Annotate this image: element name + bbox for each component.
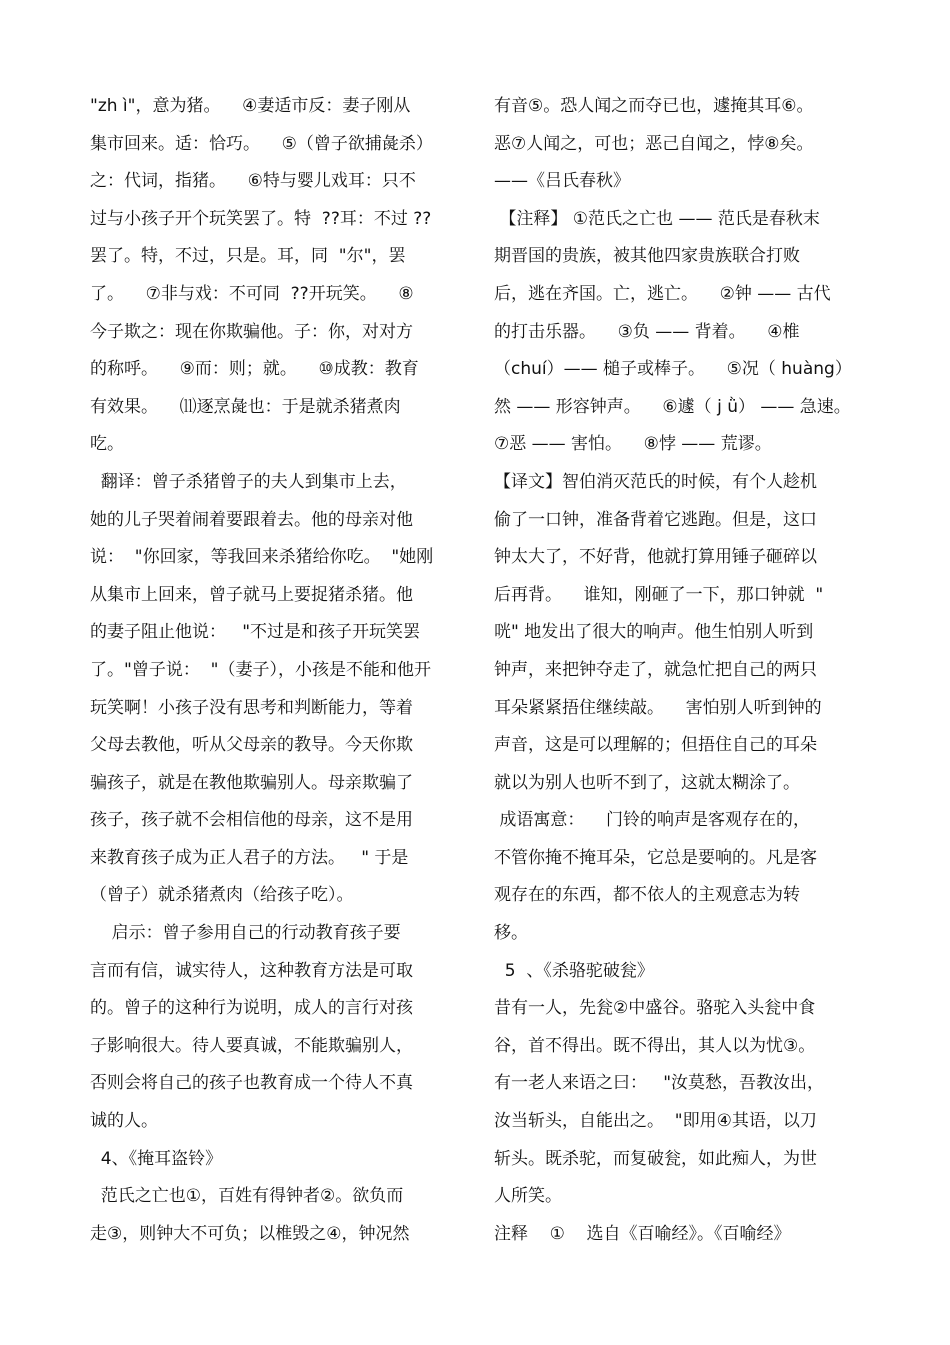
text-line: 从集市上回来，曾子就马上要捉猪杀猪。他 (90, 584, 413, 605)
text-line: 了。 ⑦非与戏：不可同 ??开玩笑。 ⑧ (90, 283, 414, 304)
text-line: 耳朵紧紧捂住继续敲。 害怕别人听到钟的 (494, 697, 822, 718)
text-line: 翻译：曾子杀猪曾子的夫人到集市上去， (90, 471, 407, 492)
text-line: 的打击乐器。 ③负 —— 背着。 ④椎 (494, 321, 800, 342)
text-line: 她的儿子哭着闹着要跟着去。他的母亲对他 (90, 509, 413, 530)
text-line: 的称呼。 ⑨而：则；就。 ⑩成教：教育 (90, 359, 419, 380)
text-line: 的。曾子的这种行为说明，成人的言行对孩 (90, 998, 413, 1019)
text-line: 父母去教他，听从父母亲的教导。今天你欺 (90, 735, 413, 756)
text-line: 偷了一口钟，准备背着它逃跑。但是，这口 (494, 509, 817, 530)
text-line: 期晋国的贵族，被其他四家贵族联合打败 (494, 246, 800, 267)
text-line: 启示：曾子参用自己的行动教育孩子要 (90, 923, 401, 944)
text-line: 有音⑤。恐人闻之而夺已也，遽掩其耳⑥。 (494, 96, 814, 116)
text-line: "zh ì"，意为猪。 ④妻适市反：妻子刚从 (90, 96, 411, 116)
text-line: 就以为别人也听不到了，这就太糊涂了。 (494, 772, 800, 793)
text-line: 4、《掩耳盗铃》 (90, 1148, 223, 1169)
text-line: 【注释】 ①范氏之亡也 —— 范氏是春秋末 (494, 208, 820, 229)
text-line: 不管你掩不掩耳朵，它总是要响的。凡是客 (494, 847, 817, 868)
text-line: 人所笑。 (494, 1186, 562, 1207)
text-line: 咣" 地发出了很大的响声。他生怕别人听到 (494, 622, 814, 643)
text-line: 玩笑啊！小孩子没有思考和判断能力，等着 (90, 697, 413, 718)
text-line: 范氏之亡也①，百姓有得钟者②。欲负而 (90, 1186, 404, 1207)
text-line: 否则会将自己的孩子也教育成一个待人不真 (90, 1073, 413, 1094)
text-line: 钟太大了，不好背，他就打算用锤子砸碎以 (494, 547, 817, 568)
text-line: 的妻子阻止他说： "不过是和孩子开玩笑罢 (90, 622, 421, 643)
text-line: 后，逃在齐国。亡，逃亡。 ②钟 —— 古代 (494, 283, 831, 304)
text-line: 集市回来。适：恰巧。 ⑤（曾子欲捕彘杀） (90, 133, 433, 154)
text-line: 过与小孩子开个玩笑罢了。特 ??耳：不过 ?? (90, 208, 432, 229)
text-line: 汝当斩头，自能出之。 "即用④其语，以刀 (494, 1111, 817, 1132)
text-line: 恶⑦人闻之，可也；恶己自闻之，悖⑧矣。 (494, 133, 814, 154)
text-line: 言而有信，诚实待人，这种教育方法是可取 (90, 960, 413, 981)
left-text-column (90, 88, 460, 1253)
text-line: （曾子）就杀猪煮肉（给孩子吃）。 (90, 885, 354, 906)
text-line: 移。 (494, 923, 528, 944)
text-line: 罢了。特，不过，只是。耳，同 "尔"，罢 (90, 246, 406, 267)
text-line: 注释 ① 选自《百喻经》。《百喻经》 (494, 1223, 791, 1244)
text-line: 走③，则钟大不可负；以椎毁之④，钟况然 (90, 1223, 410, 1244)
text-line: ⑦恶 —— 害怕。 ⑧悖 —— 荒谬。 (494, 434, 772, 455)
text-line: 【译文】智伯消灭范氏的时候，有个人趁机 (494, 471, 817, 492)
text-line: 钟声，来把钟夺走了，就急忙把自己的两只 (494, 659, 817, 680)
text-line: 斩头。既杀驼，而复破瓮，如此痴人，为世 (494, 1148, 817, 1169)
text-line: 诚的人。 (90, 1111, 158, 1132)
text-line: 说： "你回家，等我回来杀猪给你吃。 "她刚 (90, 547, 434, 568)
text-line: 吃。 (90, 434, 124, 455)
text-line: （chuí）—— 槌子或棒子。 ⑤况（ huàng） (494, 359, 852, 380)
text-line: 孩子，孩子就不会相信他的母亲，这不是用 (90, 810, 413, 831)
text-line: 有一老人来语之曰： "汝莫愁，吾教汝出， (494, 1073, 825, 1094)
text-line: 昔有一人，先瓮②中盛谷。骆驼入头瓮中食 (494, 998, 816, 1019)
text-line: 然 —— 形容钟声。 ⑥遽（ j ǜ） —— 急速。 (494, 396, 851, 417)
text-line: ——《吕氏春秋》 (494, 171, 630, 192)
text-line: 来教育孩子成为正人君子的方法。 " 于是 (90, 847, 409, 868)
text-line: 有效果。 ⑾逐烹彘也：于是就杀猪煮肉 (90, 396, 401, 417)
text-line: 5 、《杀骆驼破瓮》 (494, 960, 654, 981)
text-line: 成语寓意： 门铃的响声是客观存在的， (494, 810, 811, 831)
text-line: 声音，这是可以理解的；但捂住自己的耳朵 (494, 735, 817, 756)
text-line: 之：代词，指猪。 ⑥特与婴儿戏耳：只不 (90, 171, 416, 192)
text-line: 后再背。 谁知，刚砸了一下，那口钟就 " (494, 584, 824, 605)
text-line: 谷，首不得出。既不得出，其人以为忧③。 (494, 1035, 816, 1056)
text-line: 骗孩子，就是在教他欺骗别人。母亲欺骗了 (90, 772, 413, 793)
text-line: 今子欺之：现在你欺骗他。子：你，对对方 (90, 321, 413, 342)
text-line: 观存在的东西，都不依人的主观意志为转 (494, 885, 800, 906)
text-line: 了。"曾子说： "（妻子），小孩是不能和他开 (90, 659, 431, 680)
text-line: 子影响很大。待人要真诚，不能欺骗别人， (90, 1035, 413, 1056)
right-text-column (494, 88, 866, 1253)
